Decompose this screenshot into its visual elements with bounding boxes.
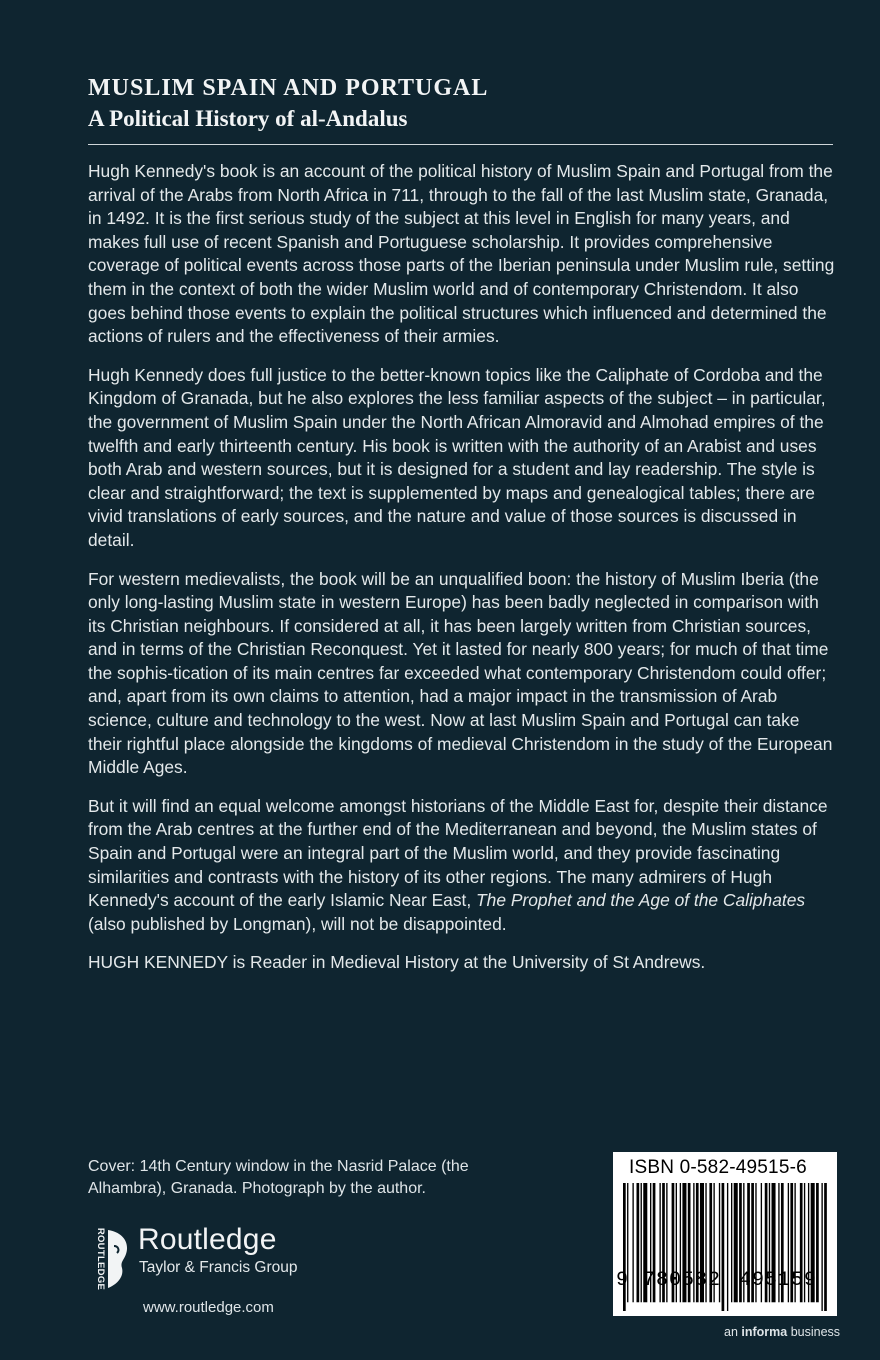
publisher-name: Routledge bbox=[138, 1223, 277, 1256]
routledge-logo-icon bbox=[86, 1226, 134, 1292]
publisher-group: Taylor & Francis Group bbox=[139, 1259, 298, 1276]
blurb-paragraph-2: Hugh Kennedy does full justice to the better-known topics like the Caliphate of Cordoba and the Kingdom of Granada, but he also explores the less familiar aspects of the subject – in particular, the government of Muslim Spain under the North African Almoravid and Almohad empires of the twelfth and early thirteenth century. His book is written with the authority of an Arabist and uses both Arab and western sources, but it is designed for a student and lay readership. The style is clear and straightforward; the text is supplemented by maps and genealogical tables; there are vivid translations of early sources, and the nature and value of those sources is discussed in detail. bbox=[88, 364, 826, 550]
informa-brand: informa bbox=[741, 1325, 788, 1339]
barcode-digit-lead: 9 bbox=[616, 1269, 629, 1292]
barcode-digits-group-2: 495159 bbox=[739, 1269, 818, 1292]
book-title: MUSLIM SPAIN AND PORTUGAL bbox=[88, 75, 489, 101]
prophet-book-title: The Prophet and the Age of the Caliphates bbox=[476, 890, 806, 911]
title-divider bbox=[88, 144, 833, 145]
isbn-number: ISBN 0-582-49515-6 bbox=[629, 1157, 807, 1178]
informa-business bbox=[724, 1324, 840, 1340]
barcode bbox=[613, 1152, 837, 1316]
informa-prefix: an bbox=[724, 1325, 742, 1339]
book-subtitle: A Political History of al-Andalus bbox=[88, 106, 408, 131]
paragraph-4-text: But it will find an equal welcome amongst historians of the Middle East for, despite their distance from the Arab centres at the further end of the Mediterranean and beyond, the Muslim states of Spain and Portugal were an integral part of the Muslim world, and they provide fascinating similarities and contrasts with the history of its other regions. The many admirers of Hugh Kennedy's account of the early Islamic Near East, bbox=[88, 795, 828, 911]
header bbox=[88, 72, 833, 134]
informa-suffix: business bbox=[787, 1325, 841, 1339]
publisher-url[interactable]: www.routledge.com bbox=[143, 1299, 274, 1316]
blurb-paragraph-1: Hugh Kennedy's book is an account of the political history of Muslim Spain and Portugal from the arrival of the Arabs from North Africa in 711, through to the fall of the last Muslim state, Granada, in 1492. It is the first serious study of the subject at this level in English for many years, and makes full use of recent Spanish and Portuguese scholarship. It provides comprehensive coverage of political events across those parts of the Iberian peninsula under Muslim rule, setting them in the context of both the wider Muslim world and of contemporary Christendom. It also goes behind those events to explain the political structures which influenced and determined the actions of rulers and the effectiveness of their armies. bbox=[88, 161, 835, 347]
logo-vertical-text: ROUTLEDGE bbox=[95, 1227, 106, 1291]
blurb bbox=[88, 160, 836, 990]
blurb-paragraph-3: For western medievalists, the book will be an unqualified boon: the history of Muslim Iberia (the only long-lasting Muslim state in western Europe) has been badly neglected in comparison with its Christian neighbours. If considered at all, it has been largely written from Christian sources, and in terms of the Christian Reconquest. Yet it lasted for nearly 800 years; for much of that time the sophis-tication of its main centres far exceeded what contemporary Christendom could offer; and, apart from its own claims to attention, had a major impact in the transmission of Arab science, culture and technology to the west. Now at last Muslim Spain and Portugal can take their rightful place alongside the kingdoms of medieval Christendom in the study of the European Middle Ages. bbox=[88, 568, 833, 778]
barcode-digits-group-1: 780582 bbox=[643, 1269, 722, 1292]
paragraph-4-text-end: (also published by Longman), will not be disappointed. bbox=[88, 913, 507, 934]
blurb-paragraph-4 bbox=[88, 795, 836, 937]
barcode-digits bbox=[613, 1269, 837, 1295]
cover-credit: Cover: 14th Century window in the Nasrid Palace (the Alhambra), Granada. Photograph by the author. bbox=[88, 1158, 469, 1197]
author-note: HUGH KENNEDY is Reader in Medieval History at the University of St Andrews. bbox=[88, 952, 706, 973]
